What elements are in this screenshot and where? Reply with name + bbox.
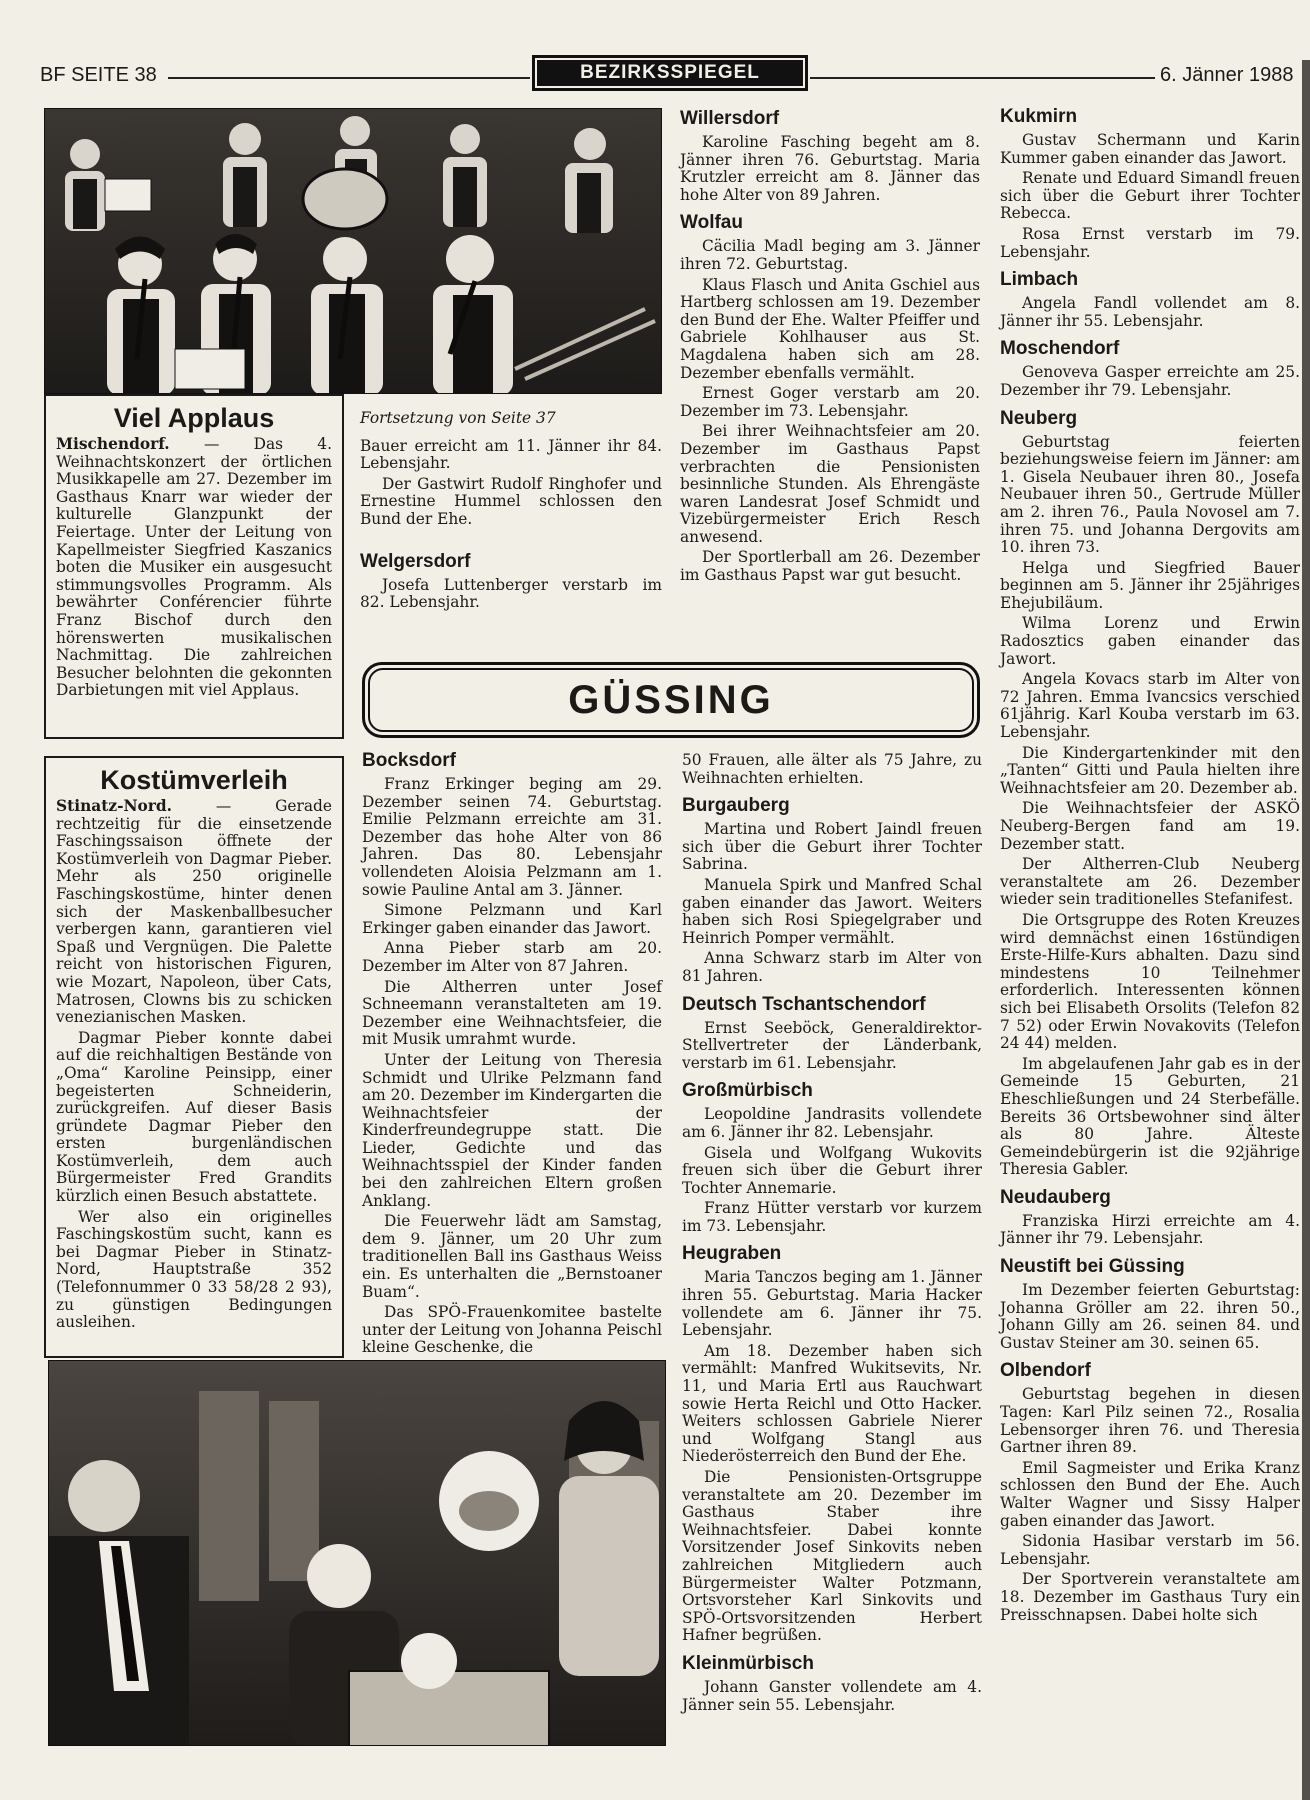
bocksdorf-p1: Franz Erkinger beging am 29. Dezember seinen 74. Geburtstag. Emilie Pelzmann erreichte am 31. Dezember das hohe Alter von 86 Jahren. Das 80. Lebensjahr vollendeten Aloisia Pelzmann am 1. sowie Pauline Antal am 3. Jänner. [362, 775, 662, 899]
header-rule-right [810, 77, 1155, 79]
kostuemverleih-headline: Kostümverleih [100, 765, 288, 795]
guessing-banner-text: GÜSSING [368, 668, 974, 732]
kukmirn-p2: Renate und Eduard Simandl freuen sich über die Geburt ihrer Tochter Rebecca. [1000, 169, 1300, 223]
bocksdorf-p5: Unter der Leitung von Theresia Schmidt und Ulrike Pelzmann fand am 20. Dezember im Kindergarten die Weihnachtsfeier der Kinderfreundegruppe statt. Die Lieder, Gedichte und das Weihnachtsspiel der Kinder fanden bei den zahlreichen Eltern großen Anklang. [362, 1050, 662, 1210]
neuberg-p7: Der Altherren-Club Neuberg veranstaltete am 26. Dezember wieder sein traditionelles Stefanifest. [1000, 855, 1300, 909]
kostuemverleih-p2: Dagmar Pieber konnte dabei auf die reichhaltigen Bestände von „Oma“ Karoline Peinsipp, einer begeisterten Schneiderin, zurückgreifen. Auf dieser Basis gründete Dagmar Pieber den ersten burgenländischen Kostümverleih, dem auch Bürgermeister Fred Grandits kürzlich einen Besuch abstattete. [56, 1028, 332, 1206]
neuberg-p1: Geburtstag feierten beziehungsweise feiern im Jänner: am 1. Gisela Neubauer ihren 80., Josefa Neubauer ihren 50., Gertrude Müller am 2. ihren 76., Paula Novosel am 7. ihren 75. und Johanna Dergovits am 10. ihren 73. [1000, 432, 1300, 557]
viel-applaus-headline: Viel Applaus [113, 403, 275, 433]
bocksdorf-p4: Die Altherren unter Josef Schneemann veranstalteten am 19. Dezember eine Weihnachtsfeier, die mit Musik umrahmt wurde. [362, 977, 662, 1049]
deutsch-p1: Ernst Seeböck, Generaldirektor-Stellvertreter der Länderbank, verstarb im 61. Lebensjahr. [682, 1018, 982, 1072]
col3b-continuation: 50 Frauen, alle älter als 75 Jahre, zu Weihnachten erhielten. [682, 751, 982, 787]
olbendorf-p2: Emil Sagmeister und Erika Kranz schlossen den Bund der Ehe. Auch Walter Wagner und Sissy Halper gaben einander das Jawort. [1000, 1458, 1300, 1530]
section-label-text: BEZIRKSSPIEGEL [537, 60, 803, 86]
neuberg-p2: Helga und Siegfried Bauer beginnen am 5. Jänner ihr 25jähriges Ehejubiläum. [1000, 558, 1300, 612]
olbendorf-p3: Sidonia Hasibar verstarb im 56. Lebensjahr. [1000, 1532, 1300, 1568]
grossmuerbisch-p1: Leopoldine Jandrasits vollendete am 6. Jänner ihr 82. Lebensjahr. [682, 1105, 982, 1141]
grossmuerbisch-p3: Franz Hütter verstarb vor kurzem im 73. Lebensjahr. [682, 1199, 982, 1235]
wolfau-p2: Klaus Flasch und Anita Gschiel aus Hartberg schlossen am 19. Dezember den Bund der Ehe. Walter Pfeiffer und Gabriele Kohlhauser aus St. Magdalena haben sich am 28. Dezember ebenfalls vermählt. [680, 275, 980, 382]
viel-applaus-body: — Das 4. Weihnachtskonzert der örtlichen Musikkapelle am 27. Dezember im Gasthaus Knarr war wieder der kulturelle Glanzpunkt der Feiertage. Unter der Leitung von Kapellmeister Siegfried Kaszanics boten die Musiker ein ausgesucht stimmungsvolles Programm. Als bewährter Conférencier führte Franz Bischof durch den hörenswerten musikalischen Nachmittag. Die zahlreichen Besucher belohnten die gekonnten Darbietungen mit viel Applaus. [56, 435, 332, 700]
heugraben-p3: Die Pensionisten-Ortsgruppe veranstaltete am 20. Dezember im Gasthaus Staber ihre Weihnachtsfeier. Dabei konnte Vorsitzender Josef Sinkovits neben zahlreichen Mitgliedern auch Bürgermeister Walter Potzmann, Ortsvorsteher Karl Sinkovits und SPÖ-Ortsvorsitzenden Herbert Hafner begrüßen. [682, 1468, 982, 1645]
section-label [532, 55, 808, 91]
olbendorf-p4: Der Sportverein veranstaltete am 18. Dezember im Gasthaus Tury ein Preisschnapsen. Dabei holte sich [1000, 1570, 1300, 1624]
neuberg-p8: Die Ortsgruppe des Roten Kreuzes wird demnächst einen 16stündigen Erste-Hilfe-Kurs abhalten. Dazu sind mindestens 10 Teilnehmer erforderlich. Interessenten können sich bei Elisabeth Orsolits (Telefon 82 7 52) oder Erwin Novakovits (Telefon 24 44) melden. [1000, 910, 1300, 1053]
heugraben-p2: Am 18. Dezember haben sich vermählt: Manfred Wukitsevits, Nr. 11, und Maria Ertl aus Rauchwart sowie Herta Reichl und Otto Hacker. Weiters schlossen Gabriele Nierer und Wolfgang Stangl aus Niederösterreich den Bund der Ehe. [682, 1341, 982, 1466]
heading-limbach: Limbach [1000, 269, 1079, 291]
heading-grossmuerbisch: Großmürbisch [682, 1080, 813, 1102]
burgauberg-p3: Anna Schwarz starb im Alter von 81 Jahren. [682, 949, 982, 985]
guessing-banner [362, 662, 980, 738]
heading-neudauberg: Neudauberg [1000, 1186, 1111, 1208]
grossmuerbisch-p2: Gisela und Wolfgang Wukovits freuen sich über die Geburt ihrer Tochter Annemarie. [682, 1143, 982, 1197]
heading-olbendorf: Olbendorf [1000, 1360, 1091, 1382]
heading-deutsch-tschantschendorf: Deutsch Tschantschendorf [682, 993, 926, 1015]
kostuemverleih-p3: Wer also ein originelles Faschingskostüm sucht, kann es bei Dagmar Pieber in Stinatz-Nord, Hauptstraße 352 (Telefonnummer 0 33 58/28 2 93), zu günstigen Bedingungen ausleihen. [56, 1207, 332, 1332]
neustift-p1: Im Dezember feierten Geburtstag: Johanna Gröller am 22. ihren 50., Johann Gilly am 26. seinen 84. und Gustav Steiner am 30. seinen 65. [1000, 1281, 1300, 1352]
continuation-note: Fortsetzung von Seite 37 [360, 409, 556, 427]
wolfau-p1: Cäcilia Madl beging am 3. Jänner ihren 72. Geburtstag. [680, 237, 980, 273]
heugraben-p1: Maria Tanczos beging am 1. Jänner ihren 55. Geburtstag. Maria Hacker vollendete am 6. Jänner ihr 75. Lebensjahr. [682, 1268, 982, 1340]
heading-willersdorf: Willersdorf [680, 108, 780, 129]
viel-applaus-article [44, 394, 344, 739]
neudauberg-p1: Franziska Hirzi erreichte am 4. Jänner ihr 79. Lebensjahr. [1000, 1211, 1300, 1248]
column-4 [1000, 106, 1300, 1627]
header-rule-left [168, 77, 530, 79]
col2-p3: Josefa Luttenberger verstarb im 82. Lebensjahr. [360, 575, 662, 612]
bocksdorf-p6: Die Feuerwehr lädt am Samstag, dem 9. Jänner, um 20 Uhr zum traditionellen Ball ins Gasthaus Weiss ein. Es unterhalten die „Bernstoaner Buam“. [362, 1212, 662, 1301]
band-photo-icon [44, 108, 662, 394]
kostuemverleih-place: Stinatz-Nord. [56, 797, 173, 815]
kostuemverleih-article [44, 756, 344, 1358]
col2-p2: Der Gastwirt Rudolf Ringhofer und Ernestine Hummel schlossen den Bund der Ehe. [360, 474, 662, 528]
heading-kleinmuerbisch: Kleinmürbisch [682, 1652, 814, 1674]
issue-date: 6. Jänner 1988 [1160, 64, 1294, 86]
heading-kukmirn: Kukmirn [1000, 106, 1078, 127]
neuberg-p6: Die Weihnachtsfeier der ASKÖ Neuberg-Bergen fand am 19. Dezember statt. [1000, 799, 1300, 853]
heading-heugraben: Heugraben [682, 1243, 782, 1265]
costume-shop-photo-icon [48, 1360, 666, 1746]
heading-neustift: Neustift bei Güssing [1000, 1256, 1185, 1278]
neuberg-p5: Die Kindergartenkinder mit den „Tanten“ Gitti und Paula hielten ihre Weihnachtsfeier am 20. Dezember ab. [1000, 743, 1300, 797]
wolfau-p5: Der Sportlerball am 26. Dezember im Gasthaus Papst war gut besucht. [680, 548, 980, 585]
neuberg-p4: Angela Kovacs starb im Alter von 72 Jahren. Emma Ivancsics verschied 61jährig. Karl Kouba verstarb im 63. Lebensjahr. [1000, 670, 1300, 742]
heading-moschendorf: Moschendorf [1000, 338, 1120, 360]
burgauberg-p2: Manuela Spirk und Manfred Schal gaben einander das Jawort. Weiters haben sich Rosi Spiegelgraber und Heinrich Pomper vermählt. [682, 875, 982, 947]
viel-applaus-place: Mischendorf. [56, 435, 170, 453]
column-2-bottom [362, 750, 662, 1360]
kostuemverleih-p1 [56, 798, 332, 1027]
viel-applaus-text [56, 436, 332, 700]
neuberg-p3: Wilma Lorenz und Erwin Radosztics gaben einander das Jawort. [1000, 614, 1300, 668]
column-3-bottom [682, 752, 982, 1717]
bocksdorf-p3: Anna Pieber starb am 20. Dezember im Alter von 87 Jahren. [362, 939, 662, 975]
heading-wolfau: Wolfau [680, 212, 743, 234]
heading-burgauberg: Burgauberg [682, 795, 790, 817]
kukmirn-p1: Gustav Schermann und Karin Kummer gaben einander das Jawort. [1000, 131, 1300, 167]
page-edge-shadow [1302, 60, 1310, 1800]
kleinmuerbisch-p1: Johann Ganster vollendete am 4. Jänner sein 55. Lebensjahr. [682, 1677, 982, 1714]
moschendorf-p1: Genoveva Gasper erreichte am 25. Dezember ihr 79. Lebensjahr. [1000, 363, 1300, 399]
column-2-top [360, 410, 662, 615]
kukmirn-p3: Rosa Ernst verstarb im 79. Lebensjahr. [1000, 224, 1300, 261]
column-3-top [680, 108, 980, 588]
bocksdorf-p7: Das SPÖ-Frauenkomitee bastelte unter der Leitung von Johanna Peischl kleine Geschenke, die [362, 1303, 662, 1357]
willersdorf-p1: Karoline Fasching begeht am 8. Jänner ihren 76. Geburtstag. Maria Krutzler erreicht am 8. Jänner das hohe Alter von 89 Jahren. [680, 133, 980, 204]
neuberg-p9: Im abgelaufenen Jahr gab es in der Gemeinde 15 Geburten, 21 Eheschließungen und 24 Sterbefälle. Bereits 36 Ortsbewohner sind älter als 80 Jahre. Älteste Gemeindebürgerin ist die 92jährige Theresia Gabler. [1000, 1054, 1300, 1179]
page-number: BF SEITE 38 [40, 64, 157, 86]
heading-welgersdorf: Welgersdorf [360, 550, 471, 572]
bocksdorf-p2: Simone Pelzmann und Karl Erkinger gaben einander das Jawort. [362, 901, 662, 937]
heading-neuberg: Neuberg [1000, 407, 1078, 429]
col2-p1: Bauer erreicht am 11. Jänner ihr 84. Lebensjahr. [360, 436, 662, 473]
olbendorf-p1: Geburtstag begehen in diesen Tagen: Karl Pilz seinen 72., Rosalia Lebensorger ihren 76. und Theresia Gartner ihren 89. [1000, 1385, 1300, 1457]
burgauberg-p1: Martina und Robert Jaindl freuen sich über die Geburt ihrer Tochter Sabrina. [682, 820, 982, 874]
wolfau-p4: Bei ihrer Weihnachtsfeier am 20. Dezember im Gasthaus Papst verbrachten die Pensionisten besinnliche Stunden. Als Ehrengäste waren Landesrat Josef Schmidt und Vizebürgermeister Erich Resch anwesend. [680, 422, 980, 546]
heading-bocksdorf: Bocksdorf [362, 750, 456, 771]
kostuemverleih-p1-body: — Gerade rechtzeitig für die einsetzende Faschingssaison öffnete der Kostümverleih von Dagmar Pieber. Mehr als 250 originelle Faschingskostüme, hinter denen sich der Maskenballbesucher verbergen kann, garantieren viel Spaß und Vergnügen. Die Palette reicht von historischen Figuren, wie Mozart, Napoleon, über Cats, Matrosen, Clowns bis zu schicken venezianischen Masken. [56, 797, 332, 1027]
wolfau-p3: Ernest Goger verstarb am 20. Dezember im 73. Lebensjahr. [680, 384, 980, 420]
limbach-p1: Angela Fandl vollendet am 8. Jänner ihr 55. Lebensjahr. [1000, 294, 1300, 330]
